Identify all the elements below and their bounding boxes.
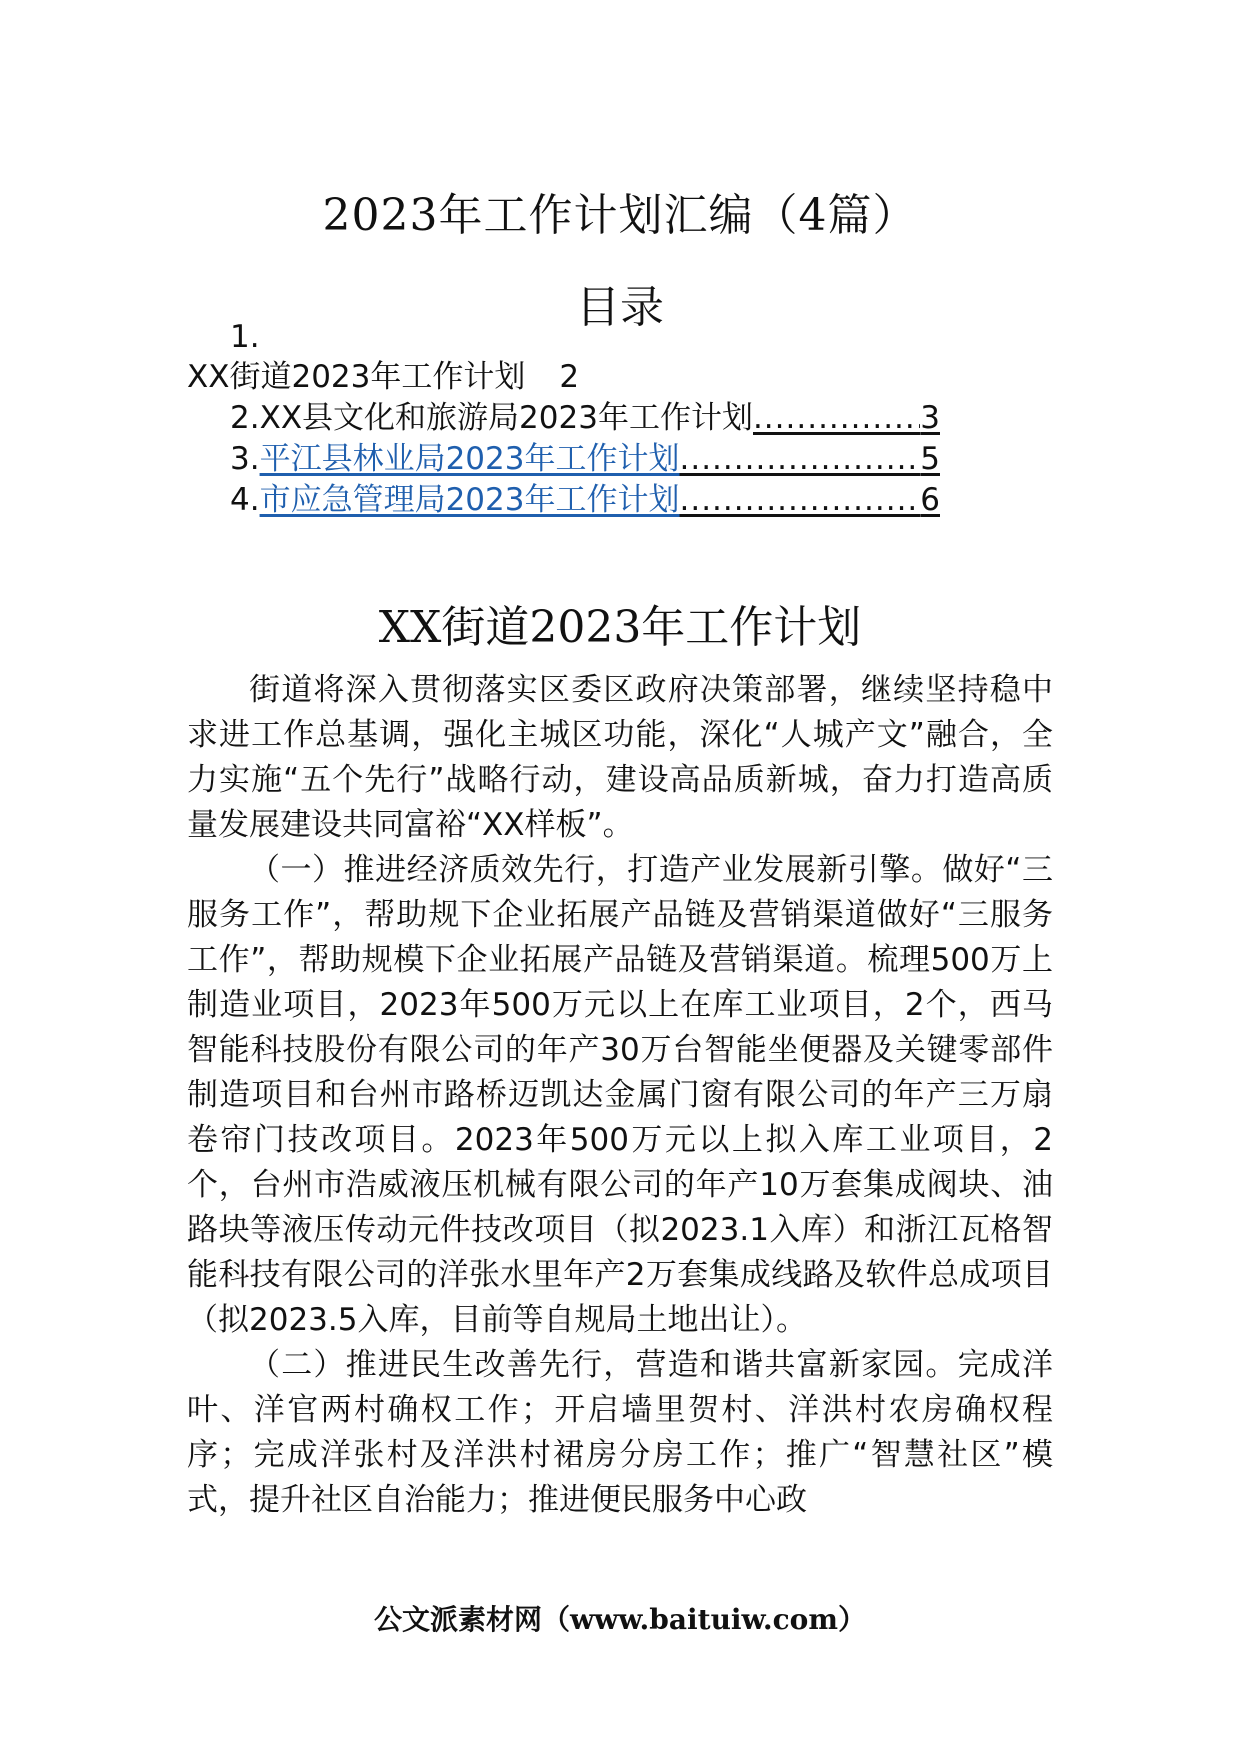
toc-item-4-page: 6 <box>920 482 940 518</box>
toc-leader-dots <box>753 397 920 439</box>
toc-item-1[interactable] <box>187 356 579 398</box>
page-footer: 公文派素材网（www.baituiw.com） <box>374 1603 866 1636</box>
document-title: 2023年工作计划汇编（4篇） <box>322 190 918 241</box>
toc-item-2-label: XX县文化和旅游局2023年工作计划 <box>259 400 753 436</box>
toc-leader-dots <box>679 479 920 521</box>
toc-item-1-page: 2 <box>559 359 580 395</box>
paragraph-intro: 街道将深入贯彻落实区委区政府决策部署，继续坚持稳中求进工作总基调，强化主城区功能，深化“人城产文”融合，全力实施“五个先行”战略行动，建设高品质新城，奋力打造高质量发展建设共同富裕“XX样板”。 <box>187 672 1053 843</box>
toc-item-2[interactable] <box>230 397 940 439</box>
toc-item-1-number: 1. <box>230 319 260 355</box>
toc-item-2-number: 2. <box>230 400 260 436</box>
toc-item-1-label: XX街道2023年工作计划 <box>187 359 526 395</box>
section-body <box>187 668 1053 1523</box>
toc-item-3-page: 5 <box>920 441 940 477</box>
section-title: XX街道2023年工作计划 <box>378 602 862 653</box>
toc-item-4[interactable] <box>230 479 940 521</box>
toc-item-2-page: 3 <box>920 400 940 436</box>
paragraph-livelihood: （二）推进民生改善先行，营造和谐共富新家园。完成洋叶、洋官两村确权工作；开启墙里贺村、洋洪村农房确权程序；完成洋张村及洋洪村裙房分房工作；推广“智慧社区”模式，提升社区自治能力；推进便民服务中心政 <box>187 1347 1053 1518</box>
toc-item-3-number: 3. <box>230 441 260 477</box>
toc-item-4-number: 4. <box>230 482 260 518</box>
paragraph-economy: （一）推进经济质效先行，打造产业发展新引擎。做好“三服务工作”，帮助规下企业拓展产品链及营销渠道做好“三服务工作”，帮助规模下企业拓展产品链及营销渠道。梳理500万上制造业项目，2023年500万元以上在库工业项目，2个，西马智能科技股份有限公司的年产30万台智能坐便器及关键零部件制造项目和台州市路桥迈凯达金属门窗有限公司的年产三万扇卷帘门技改项目。2023年500万元以上拟入库工业项目，2个，台州市浩威液压机械有限公司的年产10万套集成阀块、油路块等液压传动元件技改项目（拟2023.1入库）和浙江瓦格智能科技有限公司的洋张水里年产2万套集成线路及软件总成项目（拟2023.5入库，目前等自规局土地出让）。 <box>187 852 1053 1338</box>
toc-item-3[interactable] <box>230 438 940 480</box>
toc-heading: 目录 <box>576 282 664 333</box>
toc-leader-dots <box>679 438 920 480</box>
toc-item-4-link[interactable]: 市应急管理局2023年工作计划 <box>259 482 680 518</box>
toc-item-3-link[interactable]: 平江县林业局2023年工作计划 <box>259 441 680 477</box>
